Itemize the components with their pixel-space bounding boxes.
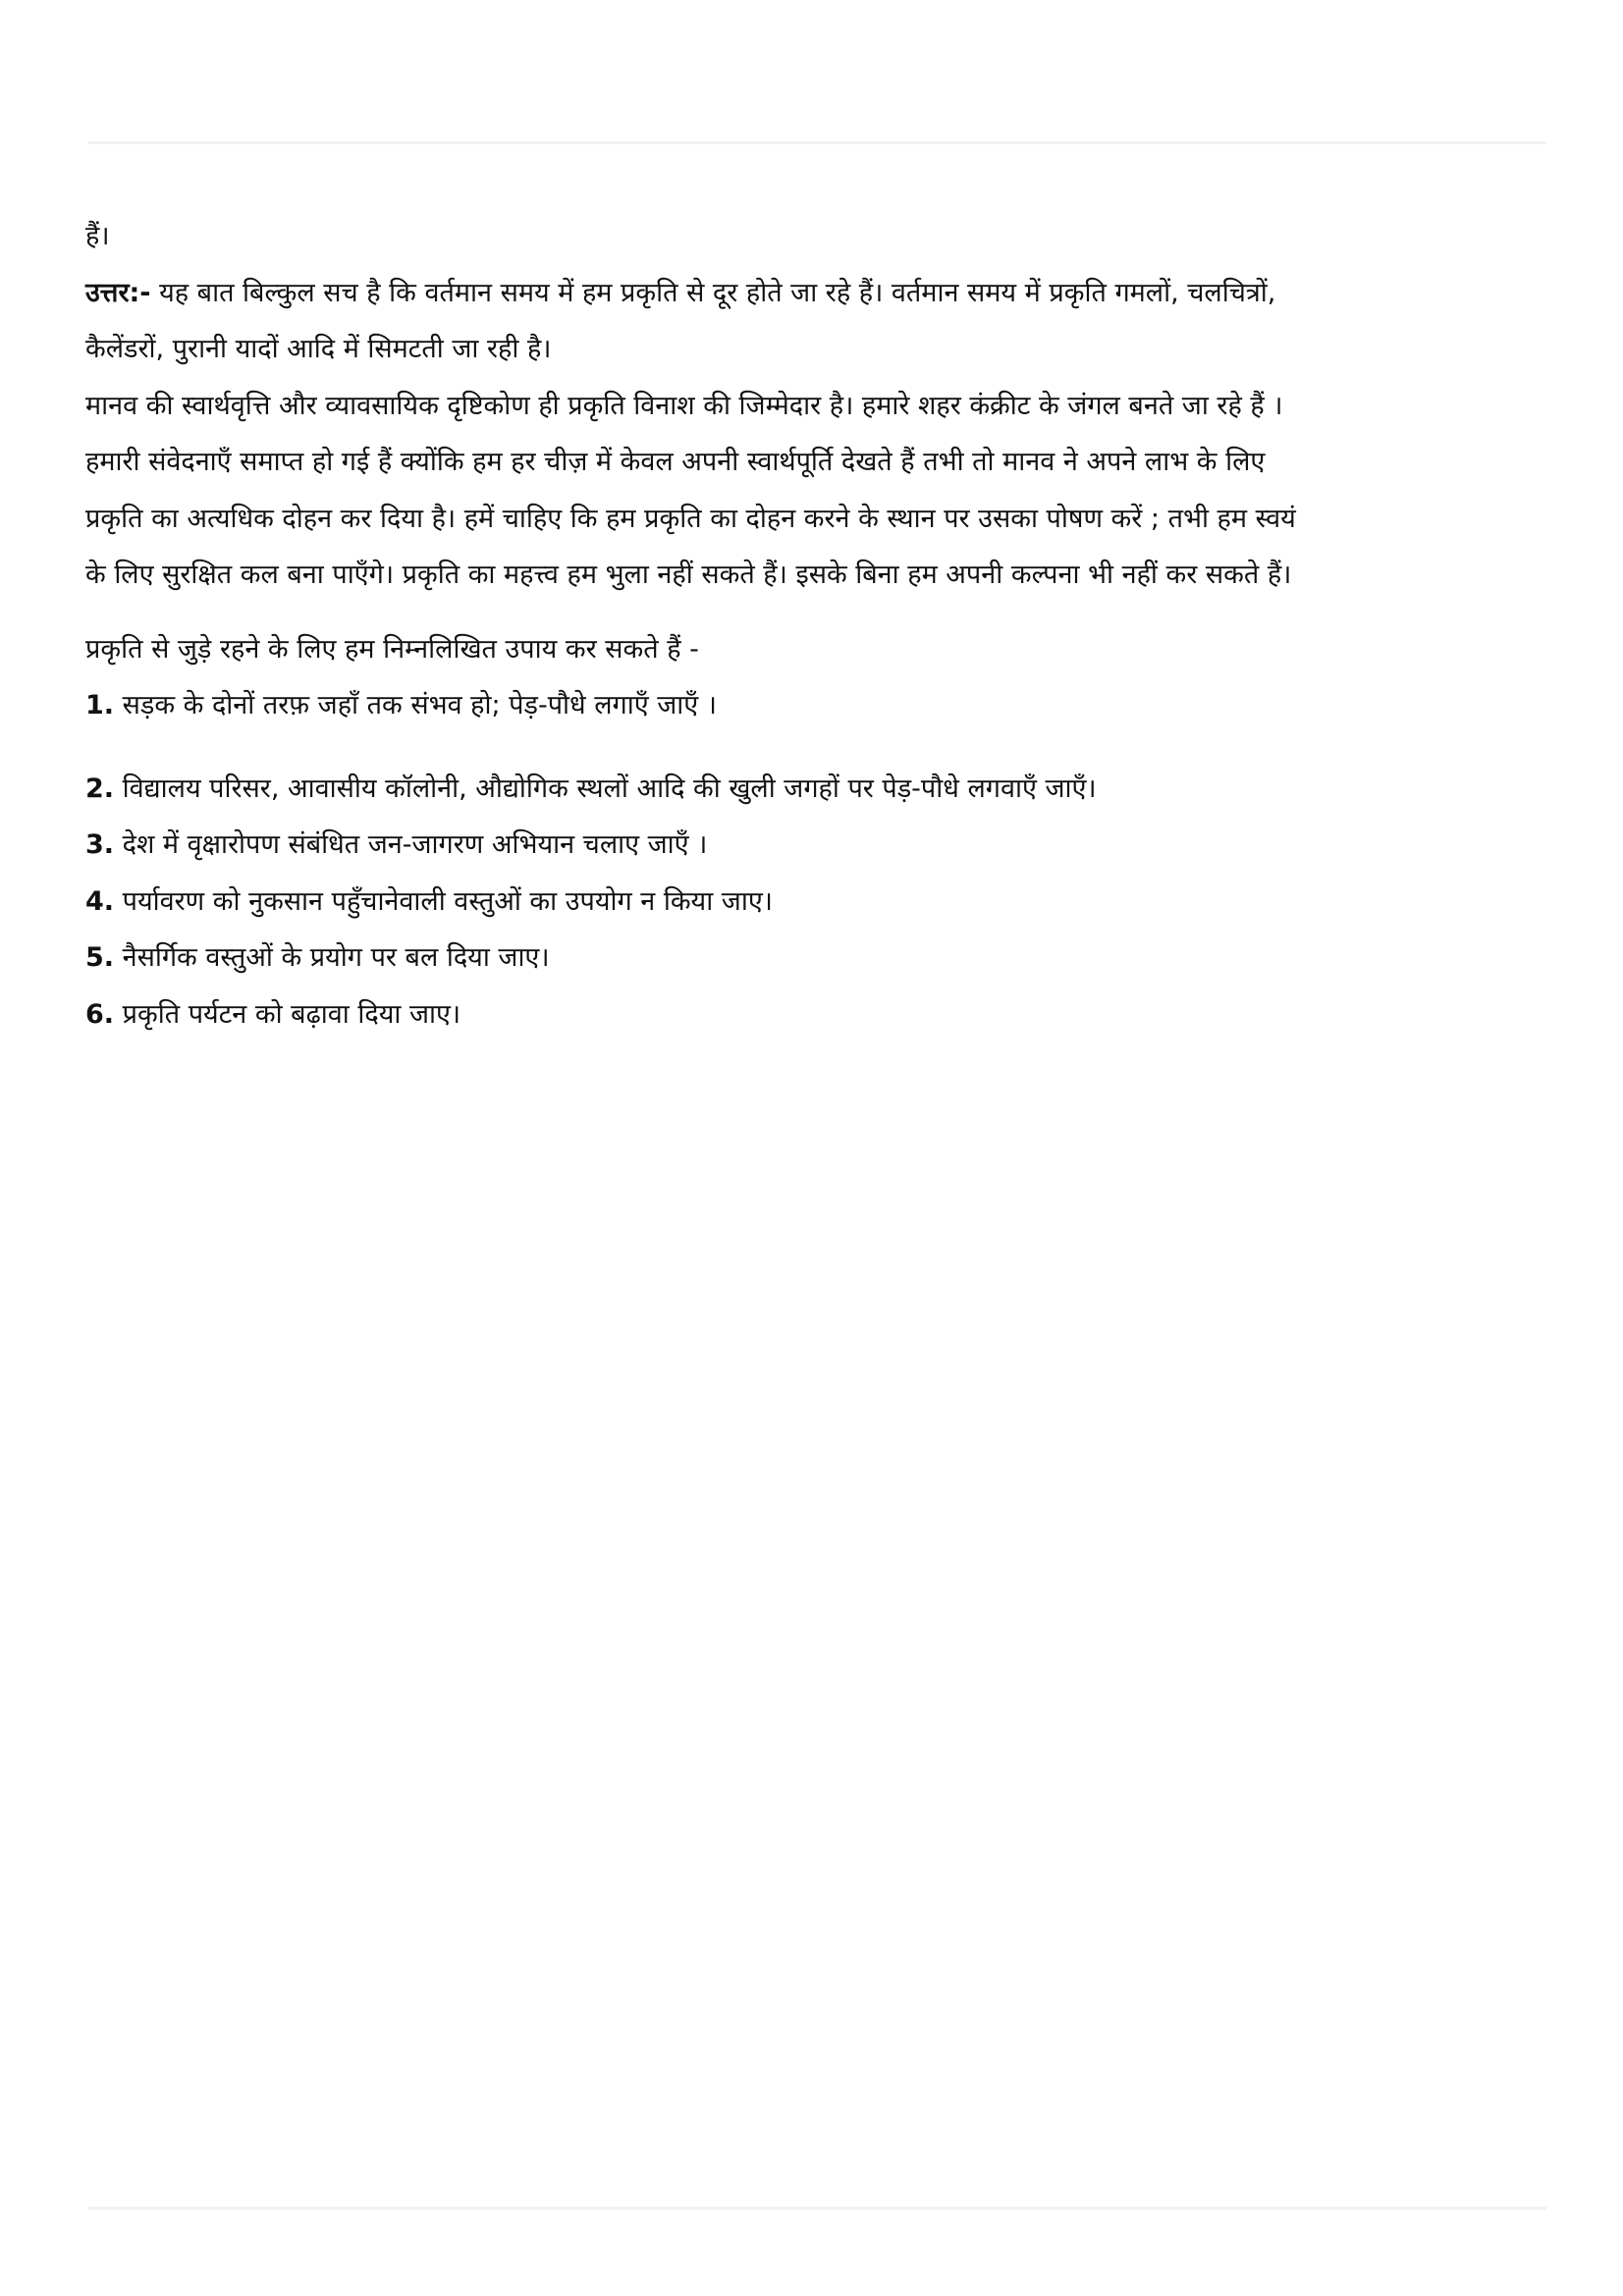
measures-intro: प्रकृति से जुड़े रहने के लिए हम निम्नलिखित उपाय कर सकते हैं - [85,633,699,665]
list-item [85,677,1548,734]
list-number: 2. [85,773,115,804]
list-text: सड़क के दोनों तरफ़ जहाँ तक संभव हो; पेड़-पौधे लगाएँ जाएँ । [114,690,718,721]
list-text: विद्यालय परिसर, आवासीय कॉलोनी, औद्योगिक स्थलों आदि की खुली जगहों पर पेड़-पौधे लगवाएँ जाएँ। [114,773,1097,804]
answer-label: उत्तर:- [85,277,151,308]
answer-text-1: यह बात बिल्कुल सच है कि वर्तमान समय में हम प्रकृति से दूर होते जा रहे हैं। वर्तमान समय में प्रकृति गमलों, चलचित्रों, [150,277,1276,308]
list-item [85,874,1548,931]
list-number: 3. [85,829,115,860]
list-number: 6. [85,998,115,1030]
answer-line-2: कैलेंडरों, पुरानी यादों आदि में सिमटती जा रही है। [85,334,552,364]
top-divider [88,141,1546,144]
answer-line-6: के लिए सुरक्षित कल बना पाएँगे। प्रकृति का महत्त्व हम भुला नहीं सकते हैं। इसके बिना हम अपनी कल्पना भी नहीं कर सकते हैं। [85,560,1292,590]
answer-line-4: हमारी संवेदनाएँ समाप्त हो गई हैं क्योंकि हम हर चीज़ में केवल अपनी स्वार्थपूर्ति देखते हैं तभी तो मानव ने अपने लाभ के लिए [85,447,1266,477]
list-item [85,930,1548,987]
document-body [85,208,1548,1042]
answer-line-1 [85,265,1548,322]
list-text: नैसर्गिक वस्तुओं के प्रयोग पर बल दिया जाए। [114,942,550,973]
bottom-divider [88,2207,1546,2210]
list-item [85,761,1548,818]
list-number: 4. [85,885,115,917]
list-text: देश में वृक्षारोपण संबंधित जन-जागरण अभियान चलाए जाएँ । [114,829,708,860]
list-text: प्रकृति पर्यटन को बढ़ावा दिया जाए। [114,998,461,1030]
list-item [85,987,1548,1043]
list-number: 5. [85,942,115,973]
lead-line: हैं। [85,221,110,251]
answer-line-5: प्रकृति का अत्यधिक दोहन कर दिया है। हमें चाहिए कि हम प्रकृति का दोहन करने के स्थान पर उसका पोषण करें ; तभी हम स्वयं [85,503,1296,534]
answer-line-3: मानव की स्वार्थवृत्ति और व्यावसायिक दृष्टिकोण ही प्रकृति विनाश की जिम्मेदार है। हमारे शहर कंक्रीट के जंगल बनते जा रहे हैं । [85,390,1283,421]
list-text: पर्यावरण को नुकसान पहुँचानेवाली वस्तुओं का उपयोग न किया जाए। [114,885,773,917]
list-item [85,817,1548,874]
list-number: 1. [85,690,115,721]
